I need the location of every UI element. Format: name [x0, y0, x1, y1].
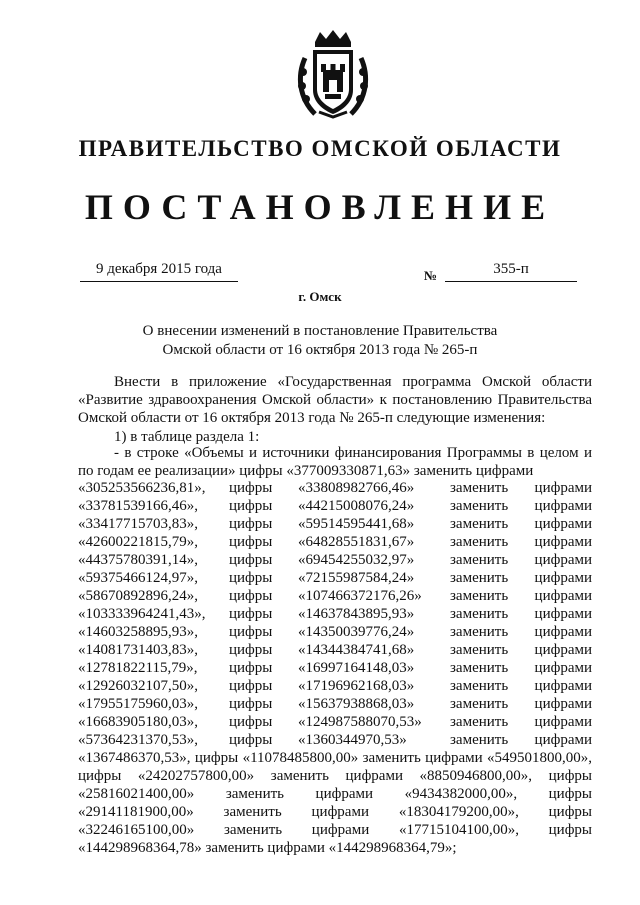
replacement-cell: цифрами	[534, 678, 592, 694]
replacement-cell: «1360344970,53»	[298, 732, 407, 748]
replacement-cell: «16997164148,03»	[298, 660, 415, 676]
tail-line: «32246165100,00» заменить цифрами «17715104100,00», цифры	[78, 822, 592, 838]
replacement-cell: «69454255032,97»	[298, 552, 415, 568]
replacement-cell: «59514595441,68»	[298, 516, 415, 532]
replacement-row	[78, 713, 592, 731]
replacement-cell: заменить	[450, 516, 509, 532]
replacement-cell: заменить	[450, 678, 509, 694]
replacement-cell: «14603258895,93»,	[78, 624, 198, 640]
replacement-cell: заменить	[450, 498, 509, 514]
subject-line-2: Омской области от 16 октября 2013 года № 265-п	[162, 342, 478, 358]
replacement-cell: цифрами	[534, 534, 592, 550]
replacement-cell: «58670892896,24»,	[78, 588, 198, 604]
replacement-cell: «44215008076,24»	[298, 498, 415, 514]
replacement-cell: «44375780391,14»,	[78, 552, 198, 568]
replacement-cell: «15637938868,03»	[298, 696, 415, 712]
replacement-cell: «107466372176,26»	[298, 588, 422, 604]
coat-of-arms-icon	[293, 28, 373, 120]
replacement-cell: цифрами	[534, 624, 592, 640]
replacement-row	[78, 641, 592, 659]
replacement-cell: цифры	[229, 570, 273, 586]
tail-line: цифры «24202757800,00» заменить цифрами «8850946800,00», цифры	[78, 768, 592, 784]
tail-line: «1367486370,53», цифры «11078485800,00» заменить цифрами «549501800,00»,	[78, 750, 592, 766]
replacement-cell: цифры	[229, 642, 273, 658]
replacement-cell: «33417715703,83»,	[78, 516, 198, 532]
tail-line: «25816021400,00» заменить цифрами «9434382000,00», цифры	[78, 786, 592, 802]
replacement-cell: заменить	[450, 660, 509, 676]
replacement-cell: «42600221815,79»,	[78, 534, 198, 550]
replacement-cell: «59375466124,97»,	[78, 570, 198, 586]
replacement-cell: цифрами	[534, 570, 592, 586]
replacement-cell: «17196962168,03»	[298, 678, 415, 694]
replacement-cell: цифры	[229, 678, 273, 694]
replacement-cell: заменить	[450, 732, 509, 748]
replacement-cell: цифры	[229, 534, 273, 550]
replacement-row	[78, 551, 592, 569]
tail-paragraph	[78, 749, 592, 857]
replacement-row	[78, 677, 592, 695]
replacement-cell: цифры	[229, 732, 273, 748]
replacement-cell: цифры	[229, 516, 273, 532]
city-name: г. Омск	[298, 289, 342, 304]
replacement-cell: цифры	[229, 552, 273, 568]
replacement-row	[78, 479, 592, 497]
replacement-cell: цифры	[229, 480, 273, 496]
replacement-cell: «16683905180,03»,	[78, 714, 198, 730]
replacement-cell: цифрами	[534, 516, 592, 532]
item-1-heading: 1) в таблице раздела 1:	[114, 429, 260, 445]
replacement-cell: «17955175960,03»,	[78, 696, 198, 712]
replacement-cell: цифрами	[534, 480, 592, 496]
replacement-cell: «124987588070,53»	[298, 714, 422, 730]
replacement-cell: «305253566236,81»,	[78, 480, 206, 496]
replacement-cell: цифрами	[534, 606, 592, 622]
replacement-row	[78, 497, 592, 515]
replacement-row	[78, 659, 592, 677]
document-date: 9 декабря 2015 года	[80, 261, 238, 282]
replacement-cell: «33808982766,46»	[298, 480, 415, 496]
replacement-cell: «103333964241,43»,	[78, 606, 206, 622]
replacement-cell: заменить	[450, 624, 509, 640]
replacement-row	[78, 605, 592, 623]
replacement-cell: заменить	[450, 534, 509, 550]
replacement-row	[78, 515, 592, 533]
replacement-cell: цифрами	[534, 552, 592, 568]
intro-paragraph: Внести в приложение «Государственная программа Омской области «Развитие здравоохранения Омской области» к постановлению Правительства Омской области от 16 октября 2013 года № 265-п следующие изменения:	[78, 374, 592, 426]
replacement-row	[78, 587, 592, 605]
replacement-cell: заменить	[450, 642, 509, 658]
replacement-cell: цифры	[229, 714, 273, 730]
document-subject	[0, 322, 640, 360]
replacement-row	[78, 695, 592, 713]
bullet-paragraph: - в строке «Объемы и источники финансирования Программы в целом и по годам ее реализации» цифры «377009330871,63» заменить цифрами	[78, 445, 592, 479]
number-label: №	[424, 268, 438, 283]
replacement-cell: цифрами	[534, 696, 592, 712]
replacement-cell: цифры	[229, 606, 273, 622]
replacement-cell: заменить	[450, 552, 509, 568]
replacement-cell: «14637843895,93»	[298, 606, 415, 622]
subject-line-1: О внесении изменений в постановление Правительства	[142, 323, 498, 339]
replacement-cell: цифры	[229, 498, 273, 514]
replacement-cell: «14344384741,68»	[298, 642, 415, 658]
replacement-cell: цифры	[229, 696, 273, 712]
replacement-cell: заменить	[450, 696, 509, 712]
document-type-title: ПОСТАНОВЛЕНИЕ	[84, 187, 556, 227]
replacement-row	[78, 731, 592, 749]
replacement-cell: цифрами	[534, 714, 592, 730]
replacement-cell: заменить	[450, 480, 509, 496]
replacement-cell: «14081731403,83»,	[78, 642, 198, 658]
replacement-cell: заменить	[450, 606, 509, 622]
replacement-cell: «64828551831,67»	[298, 534, 415, 550]
replacement-cell: заменить	[450, 714, 509, 730]
replacement-cell: заменить	[450, 570, 509, 586]
replacement-cell: «57364231370,53»,	[78, 732, 198, 748]
replacement-cell: цифры	[229, 624, 273, 640]
replacement-row	[78, 533, 592, 551]
replacement-cell: «33781539166,46»,	[78, 498, 198, 514]
replacement-cell: цифрами	[534, 498, 592, 514]
organization-title: ПРАВИТЕЛЬСТВО ОМСКОЙ ОБЛАСТИ	[78, 136, 562, 161]
replacement-cell: цифрами	[534, 588, 592, 604]
replacement-row	[78, 569, 592, 587]
document-number: 355-п	[445, 261, 577, 282]
tail-line: «144298968364,78» заменить цифрами «144298968364,79»;	[78, 840, 457, 856]
replacement-row	[78, 623, 592, 641]
tail-line: «29141181900,00» заменить цифрами «18304179200,00», цифры	[78, 804, 592, 820]
replacement-cell: цифры	[229, 660, 273, 676]
replacement-cell: «14350039776,24»	[298, 624, 415, 640]
replacement-cell: цифрами	[534, 642, 592, 658]
replacement-cell: «72155987584,24»	[298, 570, 415, 586]
replacement-cell: «12781822115,79»,	[78, 660, 198, 676]
replacement-cell: цифры	[229, 588, 273, 604]
replacement-cell: цифрами	[534, 732, 592, 748]
replacement-cell: цифрами	[534, 660, 592, 676]
replacement-cell: заменить	[450, 588, 509, 604]
replacement-cell: «12926032107,50»,	[78, 678, 198, 694]
